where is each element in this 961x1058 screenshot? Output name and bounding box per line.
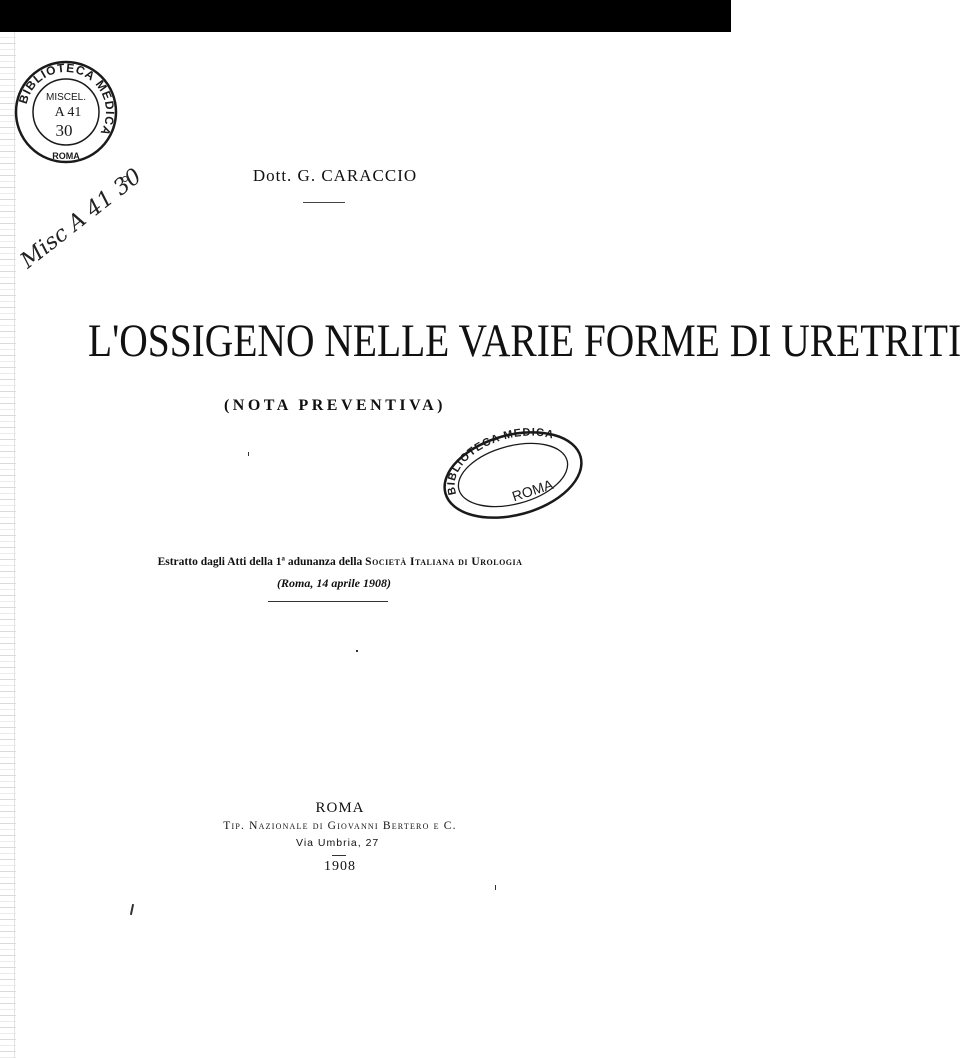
page-title: L'OSSIGENO NELLE VARIE FORME DI URETRITI (88, 315, 961, 367)
shelfmark-code: A 41 (54, 105, 82, 120)
shelfmark-label: MISCEL. (45, 92, 87, 103)
library-stamp (14, 60, 118, 164)
society-name: Società Italiana di Urologia (365, 556, 523, 568)
extract-note (0, 556, 680, 568)
extract-prefix: Estratto dagli Atti della 1ª adunanza della (157, 556, 366, 568)
handwritten-shelfmark: Misc A 41 30 (16, 164, 147, 274)
library-stamp-city: ROMA (52, 151, 80, 161)
scan-speck (130, 904, 134, 915)
scan-speck (248, 452, 249, 456)
library-stamp-ring-text: BIBLIOTECA MEDICA (15, 60, 118, 139)
author-rule (303, 202, 345, 203)
imprint-city: ROMA (315, 800, 365, 816)
subtitle: (NOTA PREVENTIVA) (223, 397, 447, 414)
scan-speck (122, 176, 128, 182)
oval-stamp-city: ROMA (510, 476, 555, 505)
shelfmark-number: 30 (55, 121, 73, 140)
scan-top-border (0, 0, 731, 32)
oval-stamp-ring-text: BIBLIOTECA MEDICA (445, 426, 556, 497)
section-rule (268, 601, 388, 602)
imprint-printer: Tip. Nazionale di Giovanni Bertero e C. (223, 820, 457, 832)
oval-library-stamp (438, 425, 588, 525)
author: Dott. G. CARACCIO (252, 166, 418, 185)
scan-speck (495, 885, 496, 890)
imprint-street: Via Umbria, 27 (296, 837, 380, 849)
scan-speck (356, 650, 358, 652)
imprint-year: 1908 (324, 859, 356, 874)
extract-date: (Roma, 14 aprile 1908) (277, 576, 391, 590)
imprint-dash (332, 855, 346, 856)
